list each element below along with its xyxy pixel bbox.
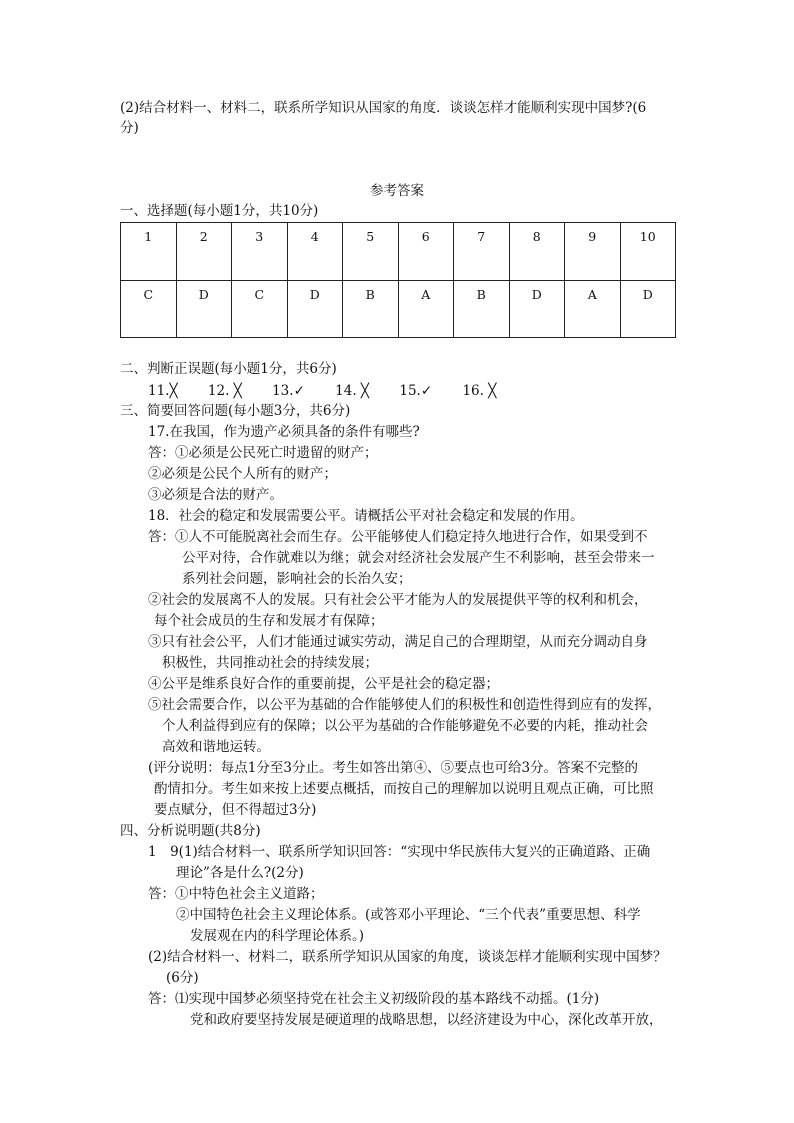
q17-answer-3: ③必须是合法的财产。 (148, 487, 283, 503)
q18-point5-line2: 个人利益得到应有的保障；以公平为基础的合作能够避免不必要的内耗，推动社会 (162, 718, 648, 734)
table-cell: D (287, 280, 343, 338)
q19-part2-line1: (2)结合材料一、材料二，联系所学知识从国家的角度，谈谈怎样才能顺利实现中国梦？ (148, 949, 667, 965)
top-question-line2: 分) (120, 120, 139, 136)
tf-item: 13.✓ (272, 383, 305, 399)
scoring-note-line1: (评分说明：每点1分至3分止。考生如答出第④、⑤要点也可给3分。答案不完整的 (148, 760, 639, 776)
q18-point1-line3: 系列社会问题，影响社会的长治久安； (182, 571, 412, 587)
q18-point2-line2: 每个社会成员的生存和发展才有保障； (154, 613, 384, 629)
table-cell: 3 (232, 223, 288, 281)
tf-item: 14. ╳ (335, 383, 370, 399)
q18-point1-line1: 答：①人不可能脱离社会而生存。公平能够使人们稳定持久地进行合作，如果受到不 (148, 529, 648, 545)
table-cell: 10 (620, 223, 676, 281)
q19-answer2-line1: ②中国特色社会主义理论体系。(或答邓小平理论、“三个代表”重要思想、科学 (176, 907, 641, 923)
q19-answer2-line2: 发展观在内的科学理论体系。) (190, 928, 365, 944)
q19-answer1-line1: 答：①中特色社会主义道路； (148, 886, 324, 902)
page-title: 参考答案 (370, 183, 424, 199)
q17-answer-1: 答：①必须是公民死亡时遗留的财产； (148, 445, 378, 461)
table-cell: D (509, 280, 565, 338)
tf-item: 12. ╳ (207, 383, 242, 399)
q19-part1-line1: 1 9(1)结合材料一、联系所学知识回答：“实现中华民族伟大复兴的正确道路、正确 (148, 844, 651, 860)
q18-point5-line3: 高效和谐地运转。 (162, 739, 270, 755)
q19-part2-answer-line2: 党和政府要坚持发展是硬道理的战略思想，以经济建设为中心，深化改革开放， (190, 1012, 663, 1028)
answer-table-numbers-row (121, 223, 676, 281)
q18-point4-line1: ④公平是维系良好合作的重要前提，公平是社会的稳定器； (148, 676, 499, 692)
q19-part2-line2: (6分) (166, 970, 199, 986)
table-cell: A (398, 280, 454, 338)
q18-point3-line2: 积极性，共同推动社会的持续发展； (162, 655, 378, 671)
top-question-line1: (2)结合材料一、材料二，联系所学知识从国家的角度．谈谈怎样才能顺利实现中国梦?(6 (120, 100, 647, 116)
true-false-answers (148, 381, 522, 401)
table-cell: 1 (121, 223, 177, 281)
section2-heading: 二、判断正误题(每小题1分，共6分) (120, 361, 337, 377)
table-cell: D (176, 280, 232, 338)
q19-part1-line2: 理论”各是什么?(2分) (176, 865, 304, 881)
table-cell: C (232, 280, 288, 338)
table-cell: 6 (398, 223, 454, 281)
table-cell: B (343, 280, 399, 338)
tf-item: 11.╳ (148, 383, 178, 399)
q18-point5-line1: ⑤社会需要合作，以公平为基础的合作能够使人们的积极性和创造性得到应有的发挥， (148, 697, 661, 713)
q18-point1-line2: 公平对待，合作就难以为继；就会对经济社会发展产生不利影响，甚至会带来一 (182, 550, 655, 566)
table-cell: 9 (565, 223, 621, 281)
table-cell: 2 (176, 223, 232, 281)
section4-heading: 四、分析说明题(共8分) (120, 823, 261, 839)
tf-item: 15.✓ (399, 383, 433, 399)
answer-table-answers-row (121, 280, 676, 338)
scoring-note-line3: 要点赋分，但不得超过3分) (154, 802, 317, 818)
table-cell: A (565, 280, 621, 338)
section3-heading: 三、简要回答问题(每小题3分，共6分) (120, 403, 351, 419)
section1-heading: 一、选择题(每小题1分，共10分) (120, 203, 319, 219)
table-cell: 8 (509, 223, 565, 281)
table-cell: C (121, 280, 177, 338)
q18-question: 18．社会的稳定和发展需要公平。请概括公平对社会稳定和发展的作用。 (148, 508, 584, 524)
q18-point2-line1: ②社会的发展离不人的发展。只有社会公平才能为人的发展提供平等的权利和机会， (148, 592, 648, 608)
q18-point3-line1: ③只有社会公平，人们才能通过诚实劳动，满足自己的合理期望，从而充分调动自身 (148, 634, 648, 650)
table-cell: D (620, 280, 676, 338)
q17-answer-2: ②必须是公民个人所有的财产； (148, 466, 337, 482)
table-cell: 4 (287, 223, 343, 281)
q17-question: 17.在我国，作为遗产必须具备的条件有哪些? (148, 424, 420, 440)
q19-part2-answer-line1: 答：⑴实现中国梦必须坚持党在社会主义初级阶段的基本路线不动摇。(1分) (148, 991, 600, 1007)
table-cell: 7 (454, 223, 510, 281)
answer-table (120, 222, 676, 338)
tf-item: 16. ╳ (462, 383, 497, 399)
table-cell: B (454, 280, 510, 338)
table-cell: 5 (343, 223, 399, 281)
scoring-note-line2: 酌情扣分。考生如来按上述要点概括，而按自己的理解加以说明且观点正确，可比照 (154, 781, 654, 797)
